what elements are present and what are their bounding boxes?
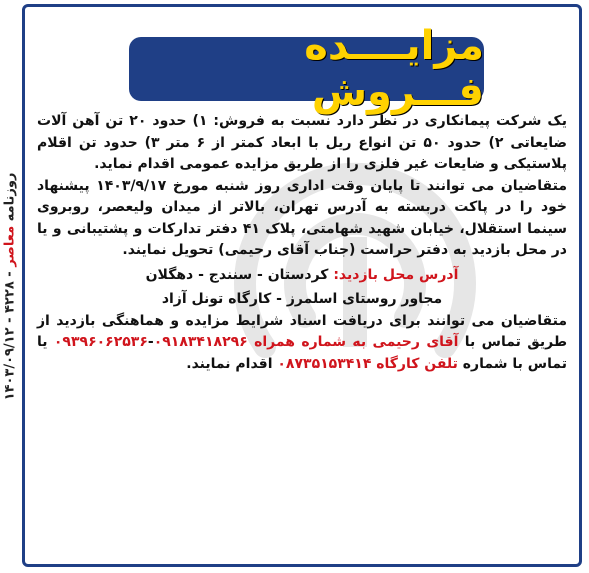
visit-address	[37, 265, 567, 287]
paragraph-submission: متقاضیان می توانند تا پایان وقت اداری روز شنبه مورخ ۱۴۰۳/۹/۱۷ پیشنهاد خود را در پاکت دربسته به آدرس تهران، بالاتر از میدان ولیعصر، روبروی سینما استقلال، خیابان شهید شهامتی، پلاک ۴۱ دفتر تدارکات و پشتیبانی و یا در محل بازدید به دفتر حراست (جناب آقای رحیمی) تحویل نمایند.	[37, 177, 567, 258]
title-banner	[129, 23, 484, 115]
contact-sep: -	[147, 334, 154, 350]
contact-mobile: آقای رحیمی به شماره همراه ۰۹۱۸۳۴۱۸۲۹۶	[153, 334, 459, 350]
side-caption-prefix: روزنامه	[2, 172, 18, 222]
visit-address-line1: کردستان - سنندج - دهگلان	[145, 266, 334, 283]
side-caption-text	[3, 173, 18, 401]
contact-site-phone: تلفن کارگاه ۰۸۷۳۵۱۵۳۴۱۴	[277, 355, 458, 372]
contact-mobile2: ۰۹۳۹۶۰۶۲۵۳۶	[53, 334, 148, 350]
ad-body	[37, 111, 567, 375]
paragraph-contact	[37, 311, 567, 376]
ad-title: مزایــــده فـــروش	[304, 23, 484, 115]
contact-part3: یا تماس با شماره	[37, 334, 567, 372]
contact-part4: اقدام نمایند.	[186, 355, 278, 372]
paragraph-sale-items: یک شرکت پیمانکاری در نظر دارد نسبت به فروش: ۱) حدود ۲۰ تن آهن آلات ضایعاتی ۲) حدود ۵۰ تن انواع ریل با ابعاد کمتر از ۶ متر ۳) حدود تن اقلام پلاستیکی و ضایعات غیر فلزی را از طریق مزایده عمومی اقدام نماید.	[37, 113, 568, 172]
side-caption-paper: معاصر	[2, 225, 18, 267]
visit-address-line2: مجاور روستای اسلمرز - کارگاه تونل آزاد	[161, 291, 443, 307]
ad-frame	[22, 4, 582, 567]
contact-part1: متقاضیان می توانند برای دریافت اسناد شرایط مزایده و هماهنگی بازدید از طریق تماس با	[37, 312, 568, 350]
side-caption	[0, 0, 20, 573]
side-caption-date: - ۴۲۲۸ - ۱۴۰۳/۰۹/۱۲	[2, 271, 18, 401]
visit-address-label: آدرس محل بازدید:	[333, 266, 459, 283]
